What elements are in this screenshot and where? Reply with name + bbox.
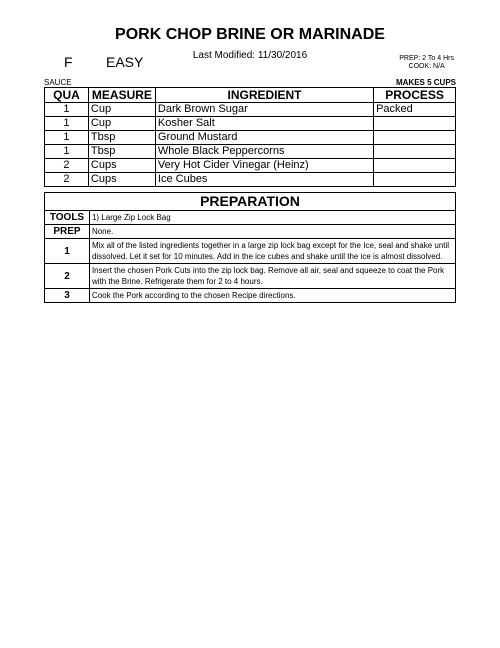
process-cell [374, 159, 456, 173]
difficulty: EASY [106, 54, 144, 70]
measure-cell: Tbsp [88, 145, 155, 159]
measure-cell: Cups [88, 159, 155, 173]
ingredient-cell: Dark Brown Sugar [155, 103, 373, 117]
recipe-type: SAUCE [44, 78, 72, 87]
ingredient-cell: Kosher Salt [155, 117, 373, 131]
category-code: F [64, 54, 73, 70]
qty-cell: 2 [45, 173, 89, 187]
step-text: None. [89, 225, 455, 239]
table-row [45, 211, 456, 225]
preparation-heading: PREPARATION [45, 193, 456, 211]
measure-cell: Cup [88, 103, 155, 117]
col-header-ingredient: INGREDIENT [155, 88, 373, 103]
process-cell [374, 131, 456, 145]
qty-cell: 1 [45, 117, 89, 131]
recipe-yield: MAKES 5 CUPS [395, 78, 456, 87]
step-label: TOOLS [45, 211, 90, 225]
measure-cell: Cup [88, 117, 155, 131]
table-row [45, 117, 456, 131]
step-text: Insert the chosen Pork Cuts into the zip lock bag. Remove all air, seal and squeeze to coat the Pork with the Brine. Refrigerate them for 2 to 4 hours. [89, 264, 455, 289]
step-label: PREP [45, 225, 90, 239]
step-label: 2 [45, 264, 90, 289]
qty-cell: 1 [45, 103, 89, 117]
table-row [45, 131, 456, 145]
measure-cell: Cups [88, 173, 155, 187]
ingredient-cell: Ground Mustard [155, 131, 373, 145]
table-row [45, 264, 456, 289]
table-row [45, 103, 456, 117]
col-header-qty: QUA [45, 88, 89, 103]
step-text: 1) Large Zip Lock Bag [89, 211, 455, 225]
qty-cell: 1 [45, 131, 89, 145]
last-modified: Last Modified: 11/30/2016 [192, 50, 308, 61]
table-row [45, 159, 456, 173]
ingredients-table [44, 87, 456, 187]
ingredient-cell: Very Hot Cider Vinegar (Heinz) [155, 159, 373, 173]
step-label: 1 [45, 239, 90, 264]
table-row [45, 145, 456, 159]
table-row [45, 289, 456, 303]
cook-time: COOK: N/A [408, 63, 445, 70]
table-row [45, 239, 456, 264]
qty-cell: 1 [45, 145, 89, 159]
ingredients-header-row [45, 88, 456, 103]
process-cell [374, 117, 456, 131]
process-cell [374, 145, 456, 159]
step-label: 3 [45, 289, 90, 303]
table-row [45, 173, 456, 187]
step-text: Cook the Pork according to the chosen Recipe directions. [89, 289, 455, 303]
qty-cell: 2 [45, 159, 89, 173]
recipe-title: PORK CHOP BRINE OR MARINADE [115, 26, 385, 43]
measure-cell: Tbsp [88, 131, 155, 145]
preparation-table [44, 192, 456, 303]
ingredient-cell: Whole Black Peppercorns [155, 145, 373, 159]
process-cell [374, 173, 456, 187]
table-row [45, 225, 456, 239]
col-header-process: PROCESS [374, 88, 456, 103]
col-header-measure: MEASURE [88, 88, 155, 103]
prep-time: PREP: 2 To 4 Hrs [399, 55, 454, 62]
step-text: Mix all of the listed ingredients together in a large zip lock bag except for the Ice, seal and shake until dissolved. Let it set for 10 minutes. Add in the ice cubes and shake until the ice is almost dissolved. [89, 239, 455, 264]
preparation-header-row [45, 193, 456, 211]
process-cell: Packed [374, 103, 456, 117]
ingredient-cell: Ice Cubes [155, 173, 373, 187]
time-info [399, 55, 454, 71]
